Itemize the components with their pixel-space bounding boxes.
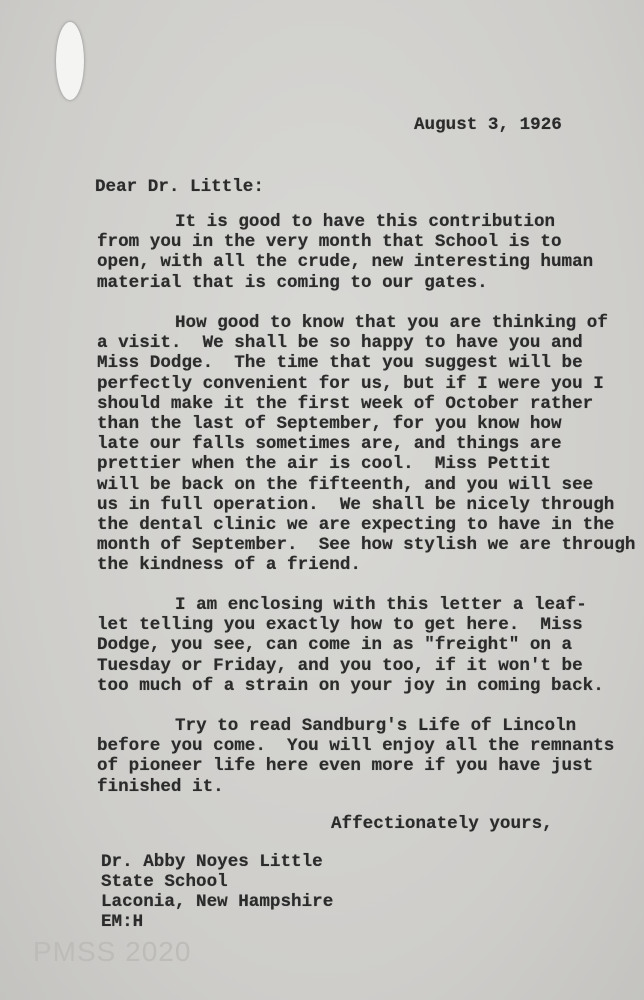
paragraph-2-line: will be back on the fifteenth, and you will see xyxy=(97,474,594,495)
paragraph-2-line: us in full operation. We shall be nicely through xyxy=(97,494,615,515)
letter-date: August 3, 1926 xyxy=(414,115,562,135)
paragraph-3-line: Tuesday or Friday, and you too, if it won't be xyxy=(97,655,583,676)
paragraph-3-line: I am enclosing with this letter a leaf- xyxy=(175,595,587,615)
closing: Affectionately yours, xyxy=(331,814,553,834)
paragraph-2-line: perfectly convenient for us, but if I were you I xyxy=(97,373,604,394)
paragraph-4-line: finished it. xyxy=(97,776,224,797)
paragraph-4-line: of pioneer life here even more if you have just xyxy=(97,756,594,777)
address-line: EM:H xyxy=(101,912,144,932)
paragraph-2-line: How good to know that you are thinking of xyxy=(175,313,608,333)
paragraph-2-line: than the last of September, for you know how xyxy=(97,414,562,434)
paragraph-4-line: Try to read Sandburg's Life of Lincoln xyxy=(175,716,577,736)
paragraph-2-line: should make it the first week of October rather xyxy=(97,393,594,414)
paragraph-2-line: Miss Dodge. The time that you suggest will be xyxy=(97,353,583,374)
paragraph-1-line: material that is coming to our gates. xyxy=(97,272,488,293)
paragraph-2-line: late our falls sometimes are, and things are xyxy=(97,434,562,455)
address-line: Dr. Abby Noyes Little xyxy=(101,852,323,872)
address-line: State School xyxy=(101,872,228,892)
paragraph-4-line: before you come. You will enjoy all the remnants xyxy=(97,736,615,757)
paragraph-2-line: a visit. We shall be so happy to have you and xyxy=(97,333,583,354)
paragraph-1-line: open, with all the crude, new interesting human xyxy=(97,252,594,273)
address-line: Laconia, New Hampshire xyxy=(101,892,334,912)
paragraph-3-line: let telling you exactly how to get here. Miss xyxy=(97,615,583,636)
paragraph-3-line: Dodge, you see, can come in as "freight" on a xyxy=(97,635,573,656)
paragraph-2-line: month of September. See how stylish we are through xyxy=(97,535,636,556)
paragraph-1-line: It is good to have this contribution xyxy=(175,212,556,232)
paragraph-2-line: prettier when the air is cool. Miss Pettit xyxy=(97,454,551,475)
paragraph-1-line: from you in the very month that School is to xyxy=(97,232,562,253)
paragraph-2-line: the kindness of a friend. xyxy=(97,555,361,576)
punch-hole xyxy=(56,22,84,100)
watermark: PMSS 2020 xyxy=(33,936,192,967)
paragraph-2-line: the dental clinic we are expecting to have in the xyxy=(97,515,615,535)
paragraph-3-line: too much of a strain on your joy in coming back. xyxy=(97,675,604,696)
salutation: Dear Dr. Little: xyxy=(95,177,264,197)
